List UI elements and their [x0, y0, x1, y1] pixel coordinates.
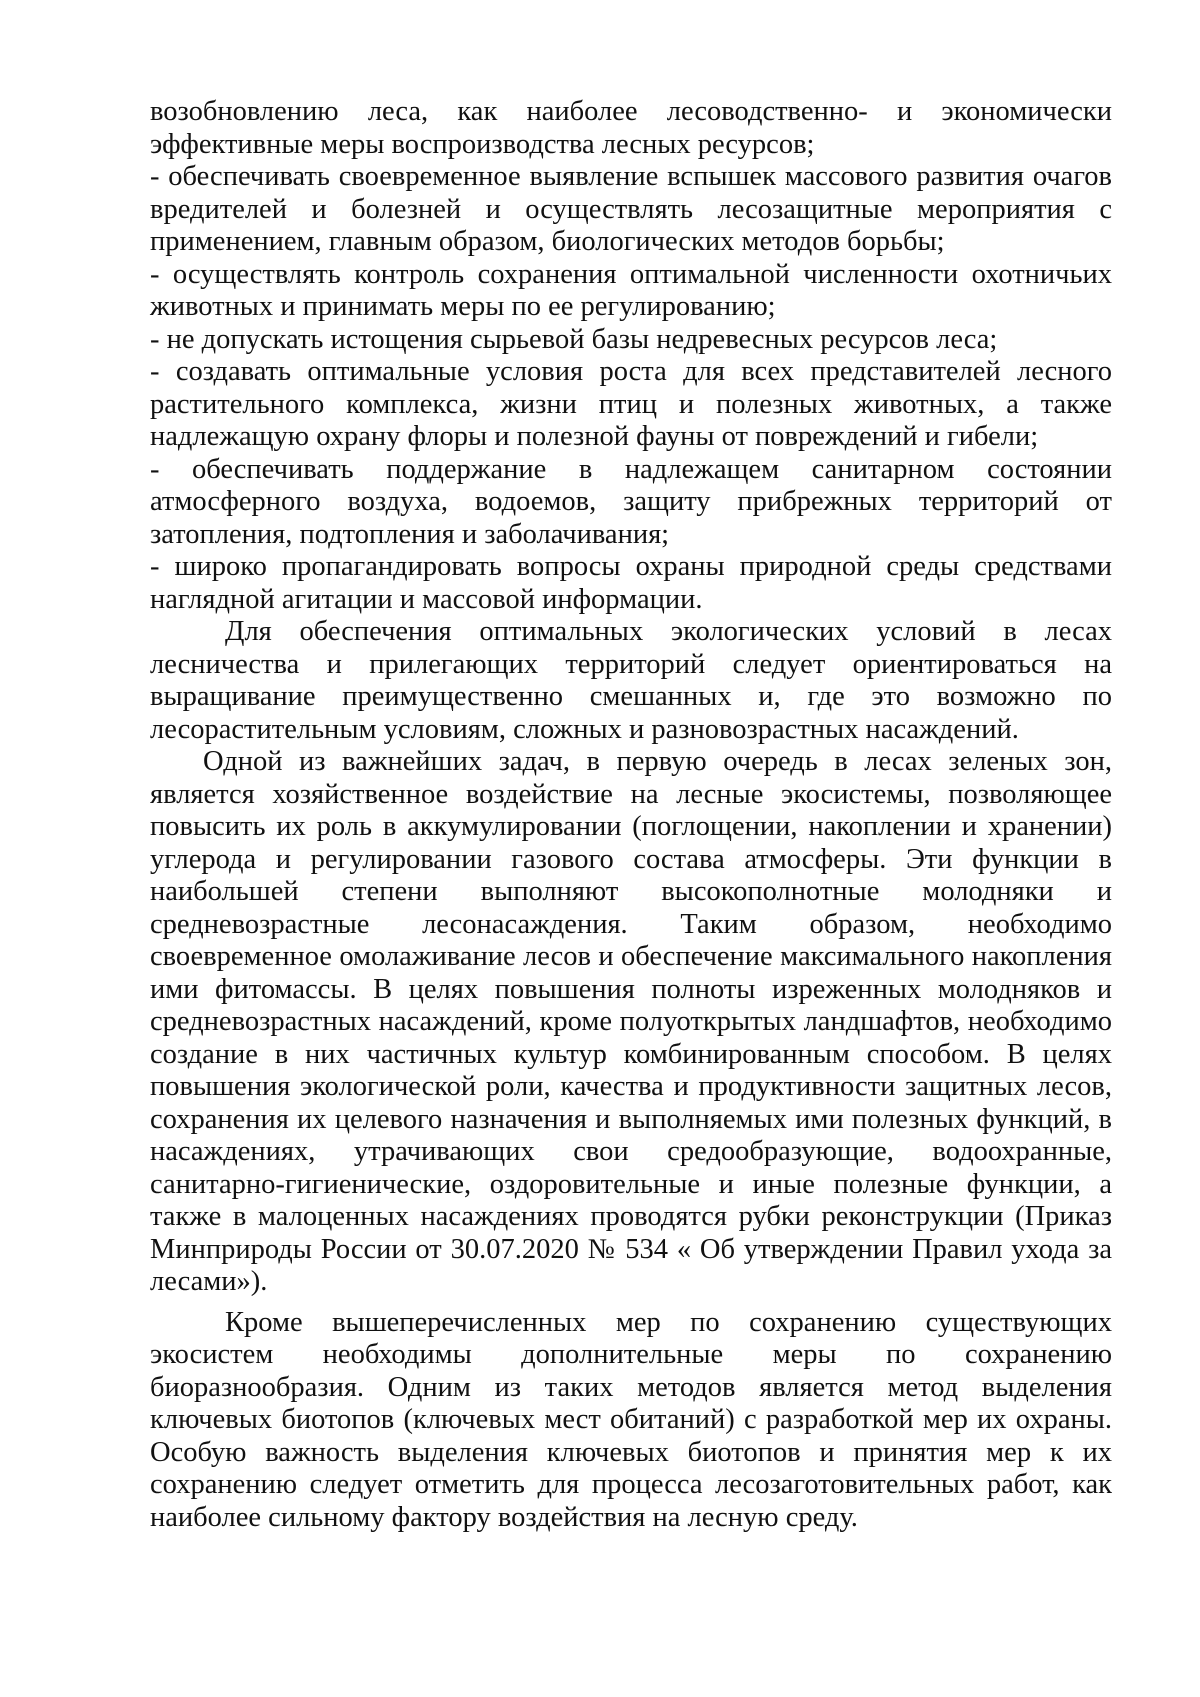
- paragraph-ecological-conditions: Для обеспечения оптимальных экологических условий в лесах лесничества и прилегающих территорий следует ориентироваться на выращивание преимущественно смешанных и, где это возможно по лесорастительным условиям, сложных и разновозрастных насаждений.: [150, 616, 1112, 745]
- list-item-game-animals: - осуществлять контроль сохранения оптимальной численности охотничьих животных и принимать меры по ее регулированию;: [150, 258, 1112, 322]
- paragraph-carbon-accumulation: Одной из важнейших задач, в первую очередь в лесах зеленых зон, является хозяйственное воздействие на лесные экосистемы, позволяющее повысить их роль в аккумулировании (поглощении, накоплении и хранении) углерода и регулировании газового состава атмосферы. Эти функции в наибольшей степени выполняют высокополнотные молодняки и средневозрастные лесонасаждения. Таким образом, необходимо своевременное омолаживание лесов и обеспечение максимального накопления ими фитомассы. В целях повышения полноты изреженных молодняков и средневозрастных насаждений, кроме полуоткрытых ландшафтов, необходимо создание в них частичных культур комбинированным способом. В целях повышения экологической роли, качества и продуктивности защитных лесов, сохранения их целевого назначения и выполняемых ими полезных функций, в насаждениях, утрачивающих свои средообразующие, водоохранные, санитарно-гигиенические, оздоровительные и иные полезные функции, а также в малоценных насаждениях проводятся рубки реконструкции (Приказ Минприроды России от 30.07.2020 № 534 « Об утверждении Правил ухода за лесами»).: [150, 746, 1112, 1297]
- list-item-pest-control: - обеспечивать своевременное выявление вспышек массового развития очагов вредителей и болезней и осуществлять лесозащитные мероприятия с применением, главным образом, биологических методов борьбы;: [150, 161, 1112, 257]
- list-item-growth-conditions: - создавать оптимальные условия роста для всех представителей лесного растительного комплекса, жизни птиц и полезных животных, а также надлежащую охрану флоры и полезной фауны от повреждений и гибели;: [150, 356, 1112, 452]
- list-item-sanitary-state: - обеспечивать поддержание в надлежащем санитарном состоянии атмосферного воздуха, водоемов, защиту прибрежных территорий от затопления, подтопления и заболачивания;: [150, 453, 1112, 550]
- paragraph-continuation: возобновлению леса, как наиболее лесоводственно- и экономически эффективные меры воспроизводства лесных ресурсов;: [150, 96, 1112, 160]
- paragraph-biodiversity: Кроме вышеперечисленных мер по сохранению существующих экосистем необходимы дополнительные меры по сохранению биоразнообразия. Одним из таких методов является метод выделения ключевых биотопов (ключевых мест обитаний) с разработкой мер их охраны. Особую важность выделения ключевых биотопов и принятия мер к их сохранению следует отметить для процесса лесозаготовительных работ, как наиболее сильному фактору воздействия на лесную среду.: [150, 1306, 1112, 1533]
- list-item-non-timber-resources: - не допускать истощения сырьевой базы недревесных ресурсов леса;: [150, 323, 998, 355]
- document-page: [150, 96, 1112, 1534]
- list-item-propaganda: - широко пропагандировать вопросы охраны природной среды средствами наглядной агитации и массовой информации.: [150, 551, 1112, 615]
